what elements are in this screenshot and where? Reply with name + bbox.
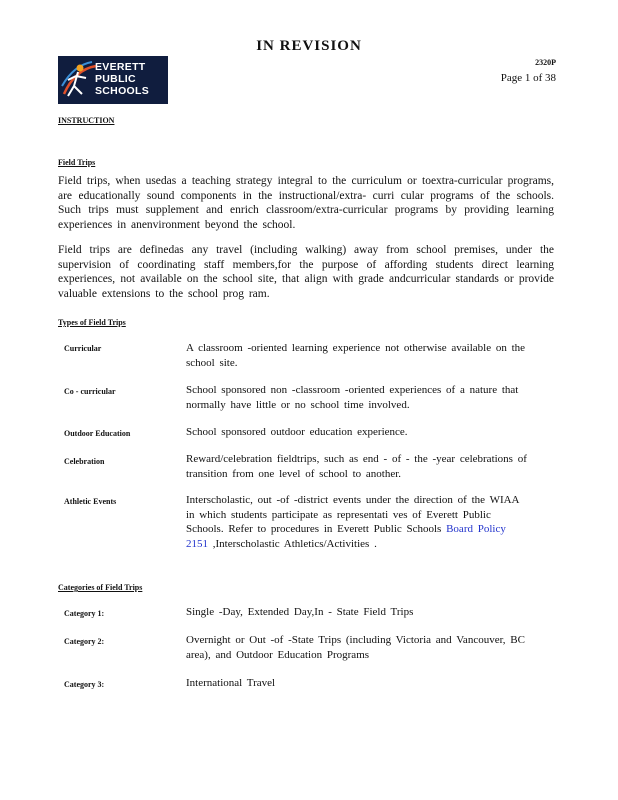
category-desc-1: Single -Day, Extended Day,In - State Field Trips — [186, 606, 414, 618]
category-desc-2: Overnight or Out -of -State Trips (including Victoria and Vancouver, BC area), and Outdoor Education Programs — [186, 634, 525, 661]
revision-status-title: IN REVISION — [256, 38, 362, 54]
category-label-1: Category 1: — [64, 609, 105, 618]
section-heading: INSTRUCTION — [58, 116, 115, 125]
category-label-2: Category 2: — [64, 637, 105, 646]
type-label-outdoor-education: Outdoor Education — [64, 429, 131, 438]
type-desc-celebration: Reward/celebration fieldtrips, such as end - of - the -year celebrations of transition from one level of school to another. — [186, 453, 527, 480]
types-heading: Types of Field Trips — [58, 318, 126, 327]
athletic-events-text: Interscholastic, out -of -district events under the direction of the WIAA in which students participate as representati ves of Everett Public Schools. Refer to procedures in Everett Public Schools — [186, 494, 519, 535]
athletic-events-text-after: ,Interscholastic Athletics/Activities . — [208, 537, 377, 550]
type-label-curricular: Curricular — [64, 344, 102, 353]
field-trips-paragraph-2: Field trips are definedas any travel (including walking) away from school premises, under the supervision of coordinating staff members,for the purpose of affording students direct learning experiences, not available on the school site, that align with grade andcurricular standards or provide valuable extensions to the school prog ram. — [58, 244, 554, 300]
district-logo — [58, 56, 168, 104]
category-label-3: Category 3: — [64, 680, 105, 689]
page-indicator: Page 1 of 38 — [500, 72, 556, 84]
category-desc-3: International Travel — [186, 677, 276, 689]
type-desc-outdoor-education: School sponsored outdoor education experience. — [186, 426, 408, 438]
logo-line-2: PUBLIC — [95, 73, 136, 85]
field-trips-heading: Field Trips — [58, 158, 96, 167]
type-desc-curricular: A classroom -oriented learning experience not otherwise available on the school site. — [186, 342, 526, 369]
logo-line-1: EVERETT — [95, 61, 146, 73]
type-label-celebration: Celebration — [64, 457, 105, 466]
type-desc-athletic-events — [186, 493, 530, 551]
board-policy-link[interactable]: Board Policy 2151 — [186, 523, 506, 550]
field-trips-paragraph-1: Field trips, when usedas a teaching strategy integral to the curriculum or toextra-curricular programs, are educationally sound components in the instructional/extra- curri cular programs of the schools. Such trips must supplement and enrich classroom/extra-curricular programs by providing learning experiences in anenvironment beyond the school. — [58, 175, 554, 231]
document-number: 2320P — [535, 58, 556, 67]
type-label-athletic-events: Athletic Events — [64, 497, 117, 506]
type-label-co-curricular: Co - curricular — [64, 387, 116, 396]
type-desc-co-curricular: School sponsored non -classroom -oriented experiences of a nature that normally have little or no school time involved. — [186, 384, 519, 411]
logo-line-3: SCHOOLS — [95, 85, 150, 97]
categories-heading: Categories of Field Trips — [58, 583, 143, 592]
